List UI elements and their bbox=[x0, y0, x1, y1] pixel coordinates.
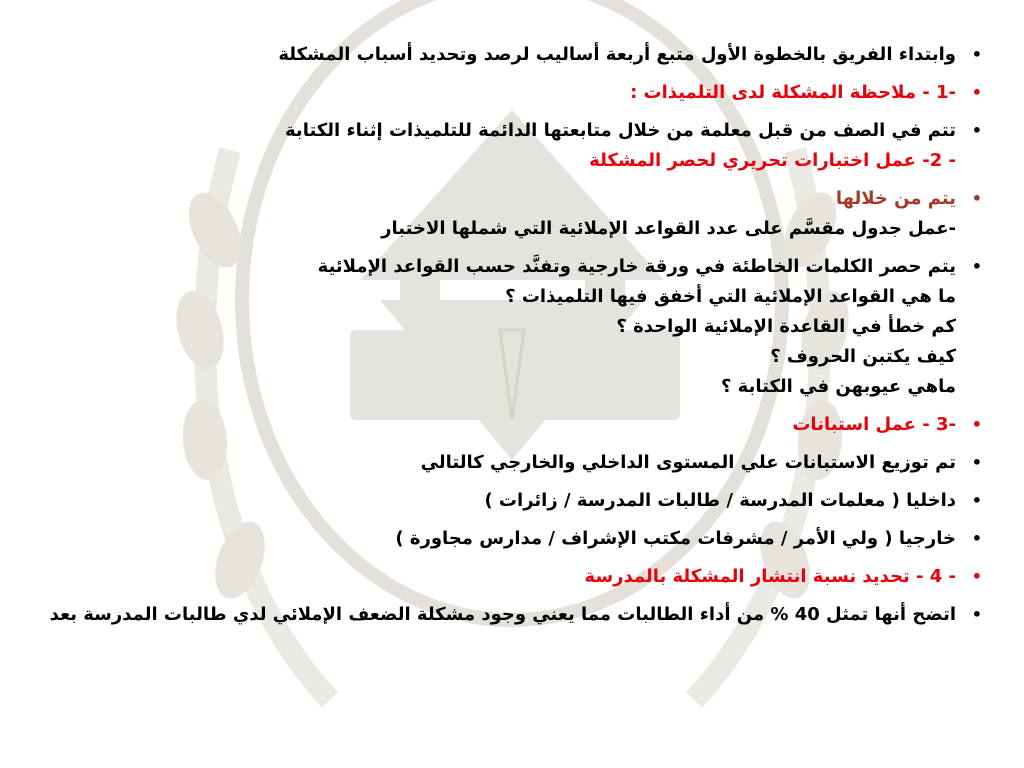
text-line: يتم حصر الكلمات الخاطئة في ورقة خارجية وتفنَّد حسب القواعد الإملائية bbox=[317, 256, 956, 277]
list-item bbox=[10, 524, 982, 554]
slide-body bbox=[10, 40, 982, 638]
text-line: خارجيا ( ولي الأمر / مشرفات مكتب الإشراف / مدارس مجاورة ) bbox=[395, 528, 956, 549]
list-item bbox=[10, 448, 982, 478]
text-line: كم خطأ في القاعدة الإملائية الواحدة ؟ bbox=[616, 316, 956, 337]
heading-text: -1 - ملاحظة المشكلة لدى التلميذات : bbox=[630, 82, 956, 103]
bullet-dot: • bbox=[971, 121, 982, 140]
text-line: تم توزيع الاستبانات علي المستوى الداخلي والخارجي كالتالي bbox=[420, 452, 956, 473]
bullet-dot: • bbox=[971, 257, 982, 276]
text-line: -عمل جدول مقسَّم على عدد القواعد الإملائية التي شملها الاختبار bbox=[381, 218, 956, 239]
heading-text: -3 - عمل استبانات bbox=[792, 414, 956, 435]
list-item bbox=[10, 600, 982, 630]
bullet-dot: • bbox=[971, 83, 982, 102]
bullet-dot: • bbox=[971, 453, 982, 472]
text-line: كيف يكتبن الحروف ؟ bbox=[770, 346, 956, 367]
section-heading bbox=[10, 410, 982, 440]
list-item bbox=[10, 252, 982, 402]
section-heading bbox=[10, 562, 982, 592]
text-line: يتم من خلالها bbox=[835, 188, 956, 209]
text-line: تتم في الصف من قبل معلمة من خلال متابعتها الدائمة للتلميذات إثناء الكتابة bbox=[285, 120, 956, 141]
text-line: ما هي القواعد الإملائية التي أخفق فيها التلميذات ؟ bbox=[505, 286, 956, 307]
list-item bbox=[10, 116, 982, 176]
bullet-dot: • bbox=[971, 605, 982, 624]
text-line: وابتداء الفريق بالخطوة الأول متبع أربعة أساليب لرصد وتحديد أسباب المشكلة bbox=[278, 44, 956, 65]
text-line: ماهي عيوبهن في الكتابة ؟ bbox=[720, 376, 956, 397]
bullet-dot: • bbox=[971, 189, 982, 208]
text-line: اتضح أنها تمثل 40 % من أداء الطالبات مما يعني وجود مشكلة الضعف الإملائي لدي طالبات المدرسة بعد bbox=[49, 604, 956, 625]
section-heading bbox=[10, 78, 982, 108]
list-item bbox=[10, 40, 982, 70]
list-item bbox=[10, 184, 982, 244]
bullet-dot: • bbox=[971, 567, 982, 586]
bullet-dot: • bbox=[971, 45, 982, 64]
list-item bbox=[10, 486, 982, 516]
bullet-dot: • bbox=[971, 529, 982, 548]
heading-text: - 4 - تحديد نسبة انتشار المشكلة بالمدرسة bbox=[584, 566, 956, 587]
section-heading-text: - 2- عمل اختبارات تحريري لحصر المشكلة bbox=[589, 150, 956, 171]
bullet-dot: • bbox=[971, 415, 982, 434]
text-line: داخليا ( معلمات المدرسة / طالبات المدرسة / زائرات ) bbox=[484, 490, 956, 511]
bullet-dot: • bbox=[971, 491, 982, 510]
